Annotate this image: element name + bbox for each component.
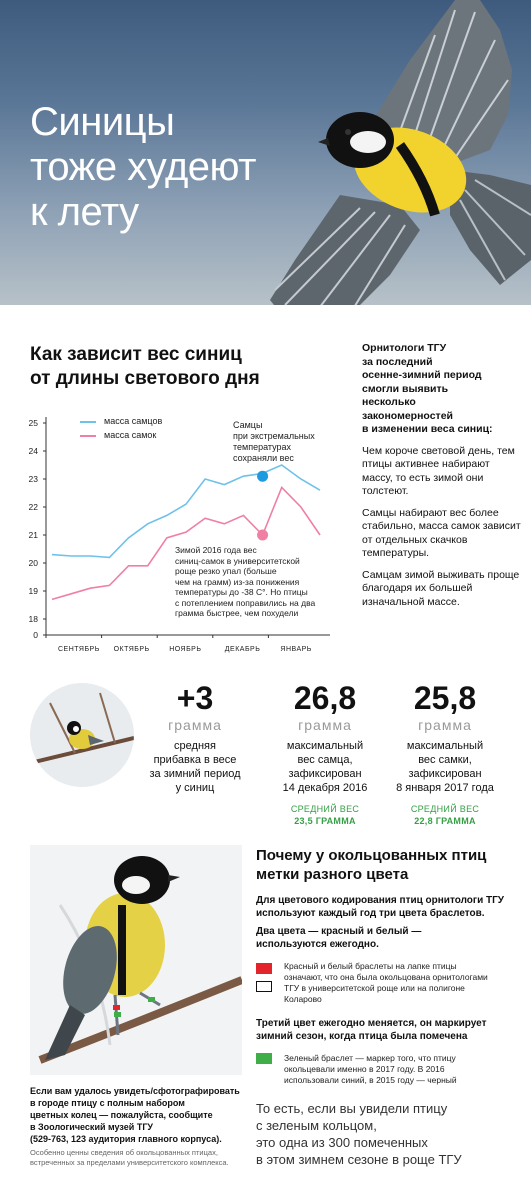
stat-desc-line: максимальный — [286, 740, 364, 752]
y-tick-label: 18 — [28, 614, 38, 624]
legend-label: масса самцов — [104, 416, 163, 426]
intro-line: осенне-зимний период — [362, 369, 482, 381]
chart-heading — [30, 343, 330, 391]
stat-desc-line: вес самки, — [418, 754, 472, 766]
finding-paragraph: Самцы набирают вес более стабильно, масса самок зависит от отдельных скачков температуры. — [362, 506, 521, 559]
contact-line: (529-763, 123 аудитория главного корпуса). — [30, 1134, 222, 1144]
legend-text: Красный и белый браслеты на лапке птицы означают, что она была окольцована орнитологами ТГУ в университетской роще или на полигоне Коларово — [284, 961, 488, 1004]
legend-swatch-male — [80, 421, 96, 423]
stat-unit: грамма — [418, 717, 472, 733]
stat-weight-gain — [140, 680, 250, 795]
intro-line: закономерностей — [362, 409, 453, 422]
stat-desc-line: максимальный — [406, 740, 484, 752]
legend-item-male — [80, 414, 162, 428]
rings-heading-line: метки разного цвета — [256, 866, 409, 883]
stat-desc-line: зафиксирован — [288, 768, 362, 780]
swatch-group — [256, 961, 272, 1005]
chart-heading-line: от длины светового дня — [30, 368, 260, 389]
tit-on-branch-photo — [30, 683, 134, 787]
annotation-line: чем на грамм) из-за понижения — [175, 576, 300, 587]
legend-item-female — [80, 428, 162, 442]
white-swatch — [256, 981, 272, 992]
average-label: СРЕДНИЙ ВЕС — [410, 804, 480, 814]
intro-line: несколько — [362, 396, 416, 408]
stat-max-female — [385, 680, 505, 827]
chart-legend — [80, 414, 162, 442]
rings-heading-line: Почему у окольцованных птиц — [256, 847, 487, 864]
hero-title-line: Синицы — [30, 100, 175, 144]
x-tick-label: ОКТЯБРЬ — [113, 646, 150, 653]
annotation-line: температуры до -38 С°. Но птицы — [175, 587, 308, 597]
stat-value: 25,8 — [413, 680, 477, 716]
red-swatch — [256, 963, 272, 974]
legend-text: Зеленый браслет — маркер того, что птицу окольцевали именно в 2017 году. В 2016 использовали синий, в 2015 году — черный — [284, 1053, 457, 1085]
y-tick-label: 21 — [28, 530, 38, 540]
stat-value: +3 — [176, 680, 214, 716]
annotation-line: роще резко упал (больше — [175, 566, 277, 576]
annotation-line: сохраняли вес — [233, 453, 294, 463]
hero-title-line: тоже худеют — [30, 145, 256, 189]
chart-heading-line: Как зависит вес синиц — [30, 344, 242, 365]
contact-note — [30, 1085, 255, 1168]
y-tick-label: 23 — [28, 474, 38, 484]
intro-line: смогли выявить — [362, 382, 449, 395]
rings-bold-text: Два цвета — красный и белый — используются ежегодно. — [256, 926, 422, 950]
x-tick-label: СЕНТЯБРЬ — [58, 646, 100, 653]
stat-average — [265, 803, 385, 827]
hero-banner — [0, 0, 531, 305]
annotation-marker-female — [257, 530, 268, 541]
contact-small-line: встреченных за пределами университетского комплекса. — [30, 1158, 229, 1167]
intro-line: за последний — [362, 355, 433, 368]
conclusion-line: в этом зимнем сезоне в роще ТГУ — [256, 1152, 462, 1167]
contact-line: в городе птицу с полным набором — [30, 1098, 185, 1108]
annotation-line: грамма быстрее, чем похудели — [175, 608, 299, 618]
rings-bold-text: Третий цвет ежегодно меняется, он маркирует зимний сезон, когда птица была помечена — [256, 1018, 487, 1042]
annotation-line: с потеплением поправились на два — [175, 597, 316, 608]
contact-line: в Зоологический музей ТГУ — [30, 1122, 154, 1132]
rings-bold-text: Для цветового кодирования птиц орнитологи ТГУ используют каждый год три цвета браслетов. — [256, 895, 504, 919]
legend-green — [256, 1053, 518, 1086]
annotation-line: температурах — [233, 442, 292, 452]
conclusion-line: То есть, если вы увидели птицу — [256, 1101, 448, 1116]
green-swatch — [256, 1053, 272, 1064]
y-tick-label: 20 — [28, 558, 38, 568]
x-tick-label: ДЕКАБРЬ — [224, 646, 261, 653]
x-tick-label: ЯНВАРЬ — [280, 646, 312, 653]
y-tick-label: 24 — [28, 446, 38, 456]
stat-desc-line: вес самца, — [297, 754, 353, 766]
conclusion-line: это одна из 300 помеченных — [256, 1135, 428, 1150]
legend-label: масса самок — [104, 430, 157, 440]
series-line-male — [52, 465, 320, 557]
findings-column — [362, 342, 522, 617]
y-tick-label: 25 — [28, 418, 38, 428]
x-tick-label: НОЯБРЬ — [169, 646, 202, 653]
legend-red-white — [256, 961, 518, 1005]
annotation-female — [175, 545, 315, 619]
y-axis — [29, 417, 46, 640]
conclusion-line: с зеленым кольцом, — [256, 1118, 377, 1133]
stat-desc-line: средняя — [174, 740, 216, 752]
annotation-line: синиц-самок в университетской — [175, 555, 300, 566]
stat-unit: грамма — [168, 717, 222, 733]
contact-line: цветных колец — пожалуйста, сообщите — [30, 1110, 213, 1120]
stat-desc-line: 8 января 2017 года — [396, 782, 494, 794]
stat-value: 26,8 — [293, 680, 357, 716]
y-tick-label: 0 — [33, 630, 38, 640]
stat-description — [385, 739, 505, 795]
contact-line: Если вам удалось увидеть/сфотографировать — [30, 1086, 240, 1096]
average-value: 23,5 ГРАММА — [294, 816, 356, 826]
rings-section — [256, 846, 518, 1086]
stat-description — [265, 739, 385, 795]
stat-unit: грамма — [298, 717, 352, 733]
stat-desc-line: 14 декабря 2016 — [282, 782, 368, 794]
contact-bold — [30, 1085, 255, 1145]
annotation-line: при экстремальных — [233, 431, 315, 441]
conclusion-text — [256, 1100, 516, 1168]
findings-intro — [362, 342, 522, 437]
finding-paragraph: Самцам зимой выживать проще благодаря их большей изначальной массе. — [362, 568, 520, 608]
stat-desc-line: зафиксирован — [408, 768, 482, 780]
hero-title-line: к лету — [30, 190, 139, 234]
intro-line: в изменении веса синиц: — [362, 423, 493, 435]
annotation-line: Самцы — [233, 420, 263, 430]
stat-description — [140, 739, 250, 795]
contact-small-line: Особенно ценны сведения об окольцованных птицах, — [30, 1148, 218, 1157]
annotation-line: Зимой 2016 года вес — [175, 545, 257, 555]
finding-paragraph: Чем короче световой день, тем птицы активнее набирают массу, то есть зимой они толстеют. — [362, 444, 515, 497]
average-value: 22,8 ГРАММА — [414, 816, 476, 826]
intro-line: Орнитологи ТГУ — [362, 342, 447, 354]
stat-desc-line: у синиц — [175, 782, 215, 794]
stat-desc-line: прибавка в весе — [153, 754, 237, 766]
hero-title — [30, 100, 360, 235]
y-tick-label: 22 — [28, 502, 38, 512]
contact-small — [30, 1148, 255, 1168]
y-tick-label: 19 — [28, 586, 38, 596]
annotation-marker-male — [257, 471, 268, 482]
legend-swatch-female — [80, 435, 96, 437]
x-axis — [46, 635, 330, 653]
stat-desc-line: за зимний период — [149, 768, 241, 780]
ringed-tit-photo — [30, 845, 242, 1075]
average-label: СРЕДНИЙ ВЕС — [290, 804, 360, 814]
rings-heading — [256, 846, 518, 884]
stat-average — [385, 803, 505, 827]
stat-max-male — [265, 680, 385, 827]
annotation-male — [233, 420, 315, 464]
